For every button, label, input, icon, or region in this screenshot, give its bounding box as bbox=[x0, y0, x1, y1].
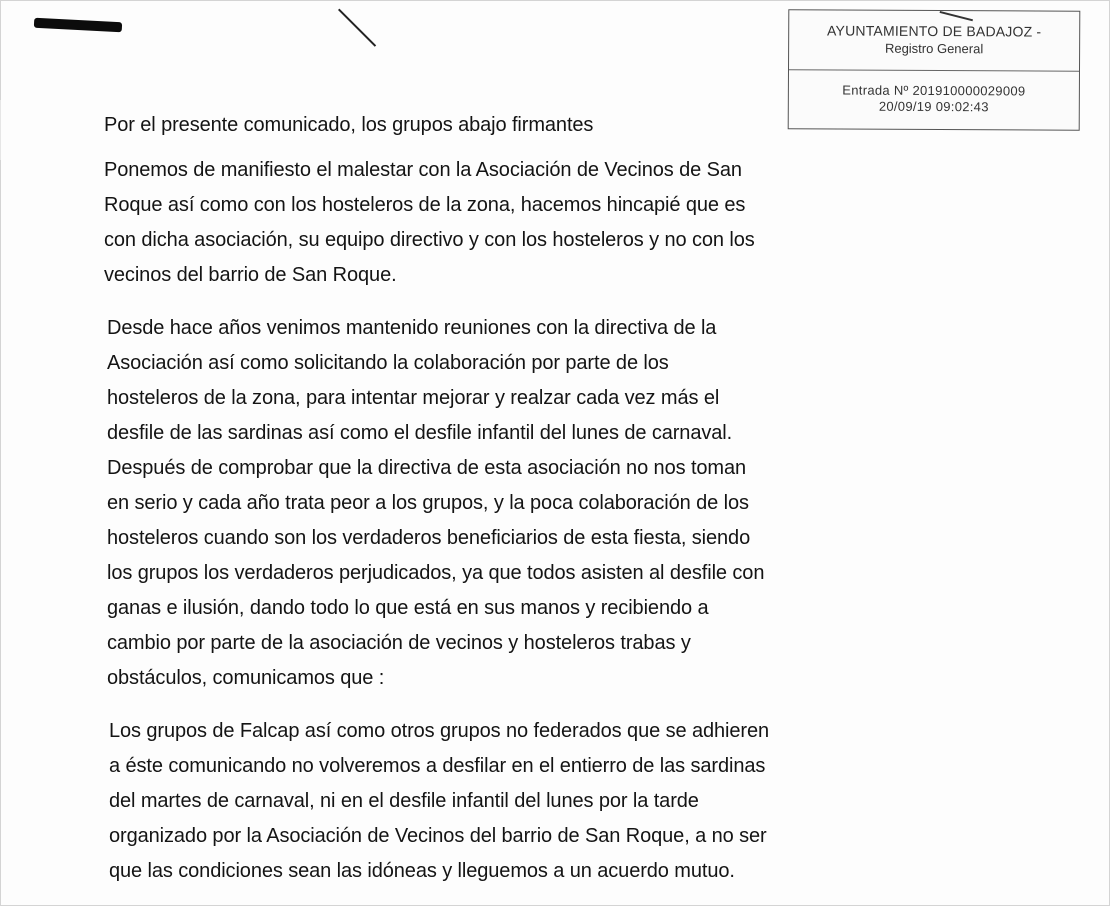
letter-body bbox=[104, 108, 844, 889]
stamp-datetime: 20/09/19 09:02:43 bbox=[878, 98, 989, 115]
stamp-header bbox=[789, 10, 1079, 72]
stamp-office-name: AYUNTAMIENTO DE BADAJOZ - bbox=[827, 22, 1042, 40]
redaction-mark bbox=[34, 18, 122, 33]
scan-artifact bbox=[0, 100, 1, 160]
stamp-registry-name: Registro General bbox=[884, 40, 984, 57]
stamp-entry-number: Entrada Nº 201910000029009 bbox=[842, 82, 1026, 99]
letter-groups-paragraph: Los grupos de Falcap así como otros grupos no federados que se adhieren a éste comunicando no volveremos a desfilar en el entierro de las sardinas del martes de carnaval, ni en el desfile infantil del lunes por la tarde organizado por la Asociación de Vecinos del barrio de San Roque, a no ser que las condiciones sean las idóneas y lleguemos a un acuerdo mutuo. bbox=[109, 720, 769, 882]
letter-manifest-paragraph: Ponemos de manifiesto el malestar con la Asociación de Vecinos de San Roque así como con los hosteleros de la zona, hacemos hincapié que es con dicha asociación, su equipo directivo y con los hosteleros y no con los vecinos del barrio de San Roque. bbox=[104, 159, 755, 286]
letter-history-paragraph: Desde hace años venimos mantenido reuniones con la directiva de la Asociación así como solicitando la colaboración por parte de los hosteleros de la zona, para intentar mejorar y realzar cada vez más el desfile de las sardinas así como el desfile infantil del lunes de carnaval. Después de comprobar que la directiva de esta asociación no nos toman en serio y cada año trata peor a los grupos, y la poca colaboración de los hosteleros cuando son los verdaderos beneficiarios de esta fiesta, siendo los grupos los verdaderos perjudicados, ya que todos asisten al desfile con ganas e ilusión, dando todo lo que está en sus manos y recibiendo a cambio por parte de la asociación de vecinos y hosteleros trabas y obstáculos, comunicamos que : bbox=[107, 317, 765, 689]
pen-stroke-mark bbox=[338, 9, 376, 47]
letter-intro-paragraph: Por el presente comunicado, los grupos abajo firmantes bbox=[104, 114, 594, 136]
